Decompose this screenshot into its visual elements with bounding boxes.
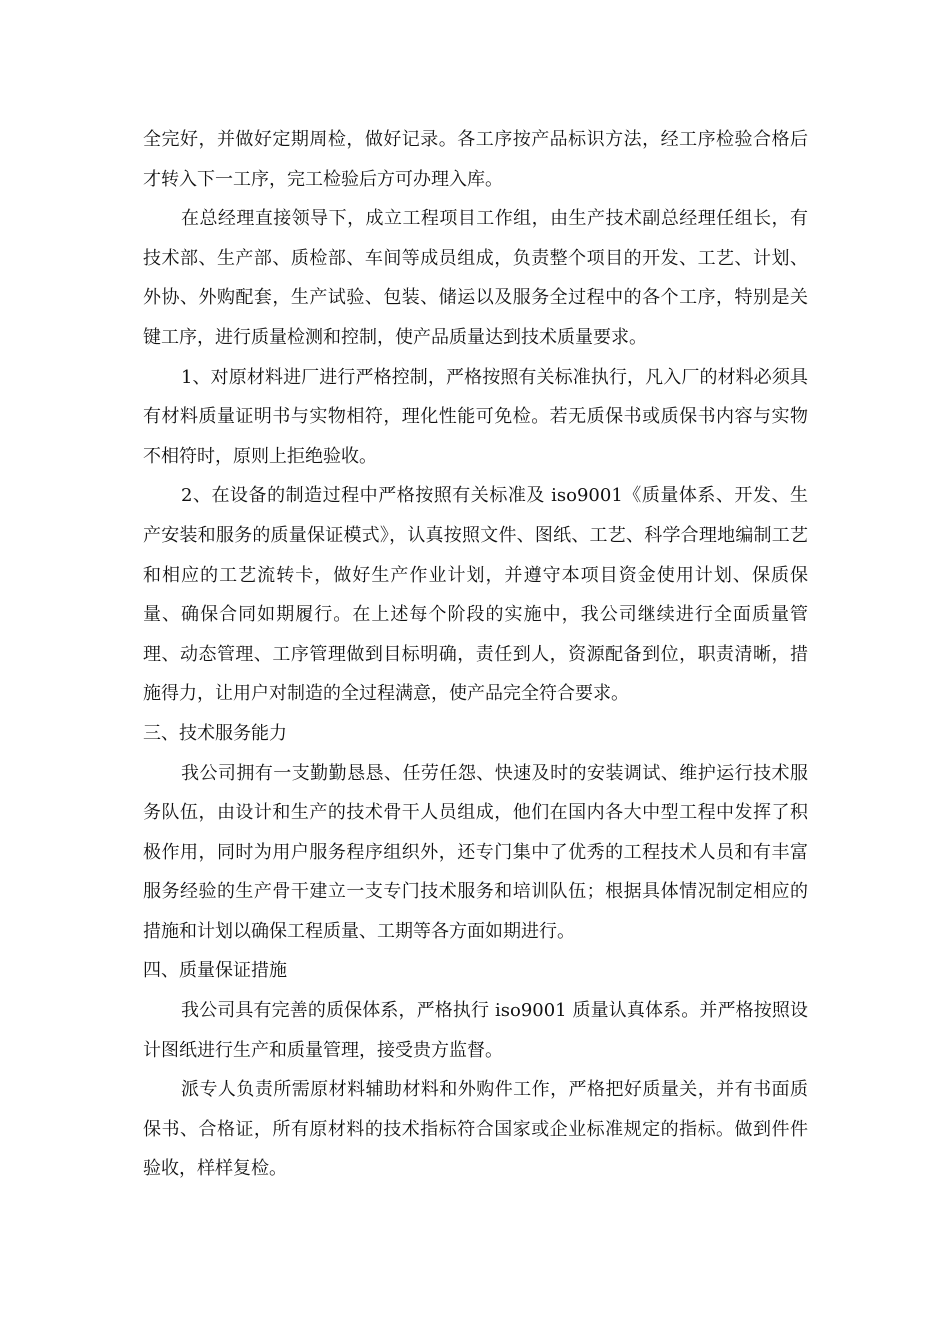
paragraph-manufacturing-process: 2、在设备的制造过程中严格按照有关标准及 iso9001《质量体系、开发、生产安装和服务的质量保证模式》，认真按照文件、图纸、工艺、科学合理地编制工艺和相应的工艺流转卡，做好生产作业计划，并遵守本项目资金使用计划、保质保量、确保合同如期履行。在上述每个阶段的实施中，我公司继续进行全面质量管理、动态管理、工序管理做到目标明确，责任到人，资源配备到位，职责清晰，措施得力，让用户对制造的全过程满意，使产品完全符合要求。 bbox=[143, 485, 808, 705]
paragraph-raw-material-control: 1、对原材料进厂进行严格控制，严格按照有关标准执行，凡入厂的材料必须具有材料质量证明书与实物相符，理化性能可免检。若无质保书或质保书内容与实物不相符时，原则上拒绝验收。 bbox=[143, 366, 808, 467]
document-body bbox=[143, 120, 808, 1189]
paragraph-service-team: 我公司拥有一支勤勤恳恳、任劳任怨、快速及时的安装调试、维护运行技术服务队伍，由设计和生产的技术骨干人员组成，他们在国内各大中型工程中发挥了积极作用，同时为用户服务程序组织外，还专门集中了优秀的工程技术人员和有丰富服务经验的生产骨干建立一支专门技术服务和培训队伍；根据具体情况制定相应的措施和计划以确保工程质量、工期等各方面如期进行。 bbox=[143, 762, 808, 942]
paragraph-quality-system: 我公司具有完善的质保体系，严格执行 iso9001 质量认真体系。并严格按照设计图纸进行生产和质量管理，接受贵方监督。 bbox=[143, 1000, 808, 1061]
section-heading-quality-assurance: 四、质量保证措施 bbox=[143, 960, 287, 982]
paragraph-project-team: 在总经理直接领导下，成立工程项目工作组，由生产技术副总经理任组长，有技术部、生产部、质检部、车间等成员组成，负责整个项目的开发、工艺、计划、外协、外购配套，生产试验、包装、储运以及服务全过程中的各个工序，特别是关键工序，进行质量检测和控制，使产品质量达到技术质量要求。 bbox=[143, 208, 808, 348]
paragraph-continuation: 全完好，并做好定期周检，做好记录。各工序按产品标识方法，经工序检验合格后才转入下一工序，完工检验后方可办理入库。 bbox=[143, 129, 808, 190]
paragraph-material-inspection: 派专人负责所需原材料辅助材料和外购件工作，严格把好质量关，并有书面质保书、合格证，所有原材料的技术指标符合国家或企业标准规定的指标。做到件件验收，样样复检。 bbox=[143, 1079, 808, 1180]
section-heading-technical-service: 三、技术服务能力 bbox=[143, 722, 287, 744]
